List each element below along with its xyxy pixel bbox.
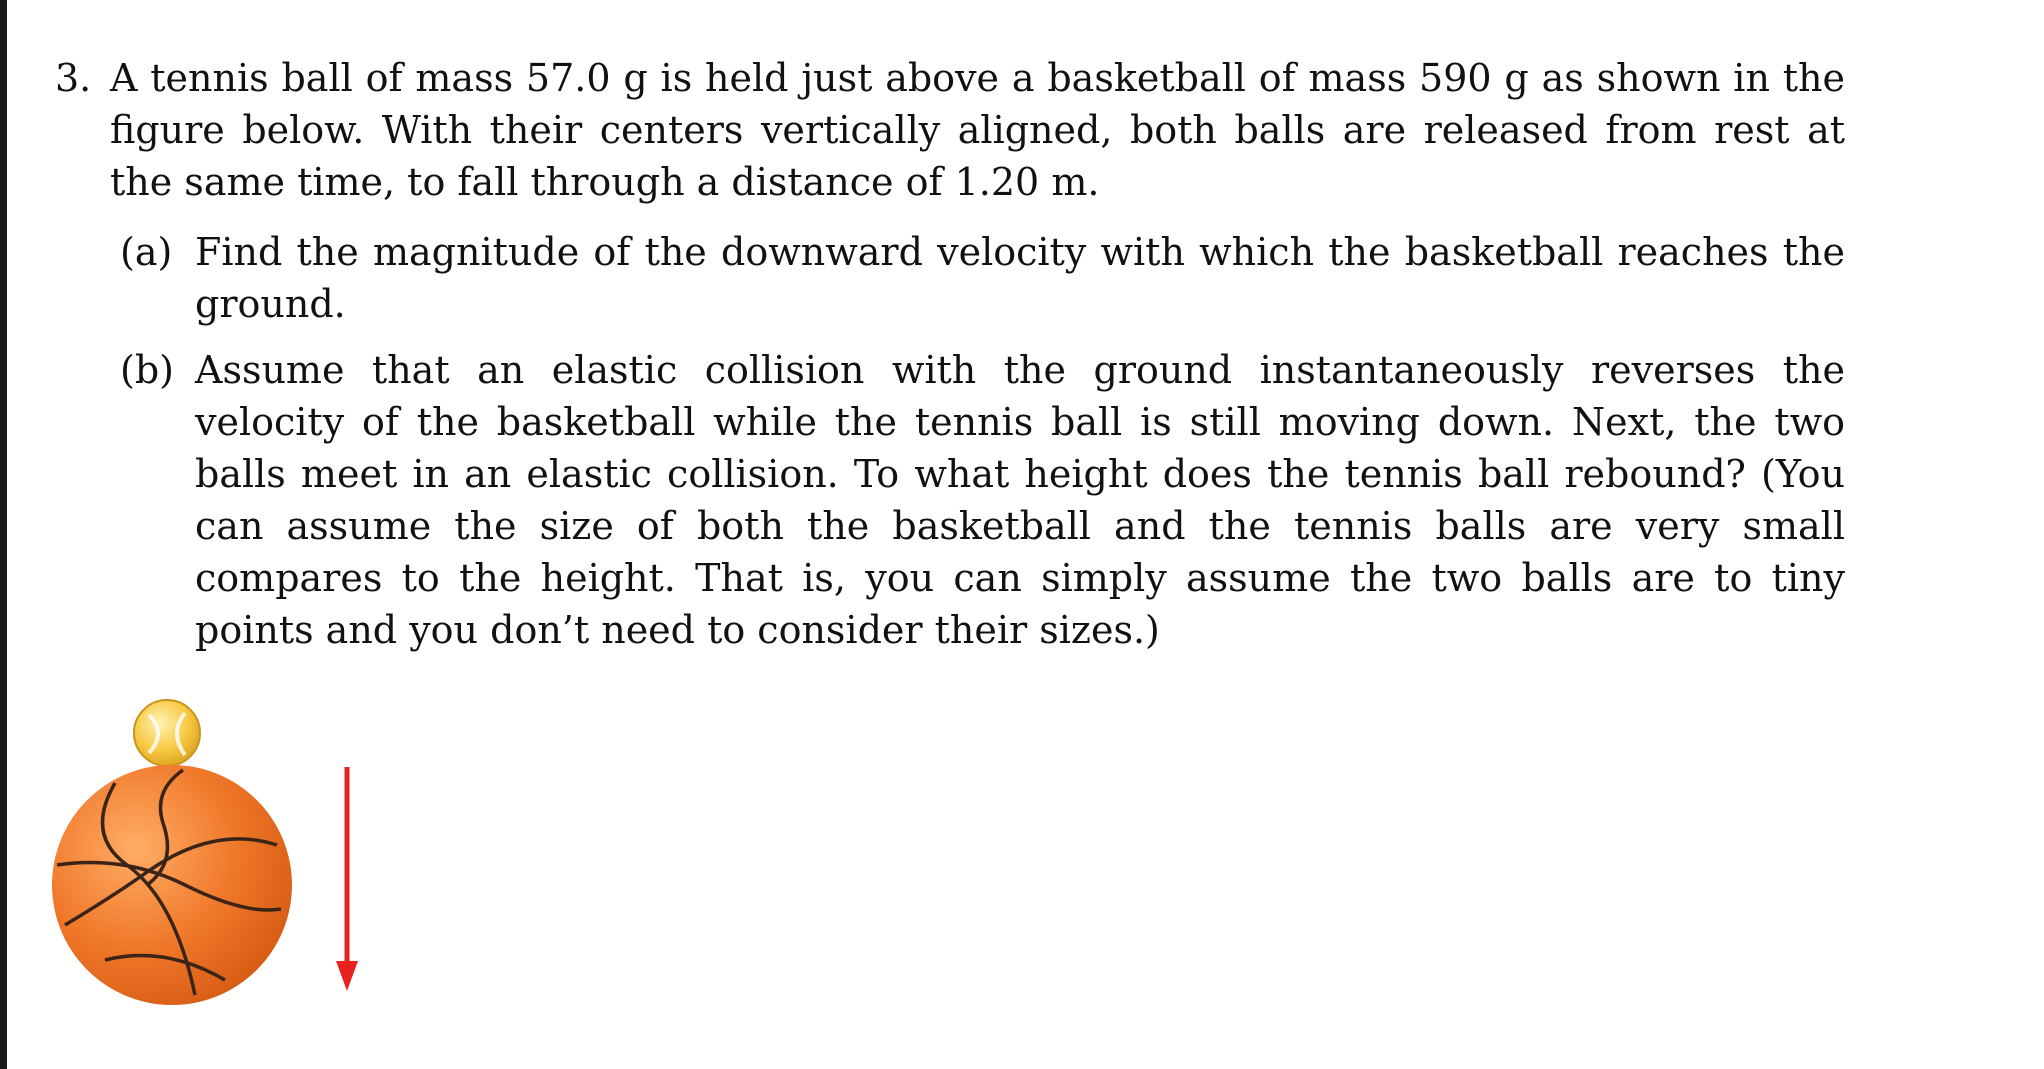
problem-number: 3. — [55, 56, 92, 100]
part-b — [55, 344, 1845, 656]
balls-figure — [45, 695, 385, 1015]
problem-3 — [55, 52, 1845, 656]
figure-svg — [45, 695, 385, 1015]
tennis-ball — [134, 700, 200, 766]
part-a-label: (a) — [120, 230, 173, 274]
downward-arrow — [336, 767, 358, 991]
part-a-text: Find the magnitude of the downward velocity with which the basketball reaches the ground. — [195, 230, 1845, 326]
part-b-label: (b) — [120, 348, 174, 392]
left-edge-bar — [0, 0, 7, 1069]
part-a — [55, 226, 1845, 330]
problem-statement — [55, 52, 1845, 208]
part-b-text: Assume that an elastic collision with the ground instantaneously reverses the velocity of the basketball while the tennis ball is still moving down. Next, the two balls meet in an elastic collision. To what height does the tennis ball rebound? (You can assume the size of both the basketball and the tennis balls are very small compares to the height. That is, you can simply assume the two balls are to tiny points and you don’t need to consider their sizes.) — [195, 348, 1845, 652]
basketball — [52, 765, 292, 1005]
problem-intro: A tennis ball of mass 57.0 g is held just above a basketball of mass 590 g as shown in the figure below. With their centers vertically aligned, both balls are released from rest at the same time, to fall through a distance of 1.20 m. — [110, 56, 1845, 204]
